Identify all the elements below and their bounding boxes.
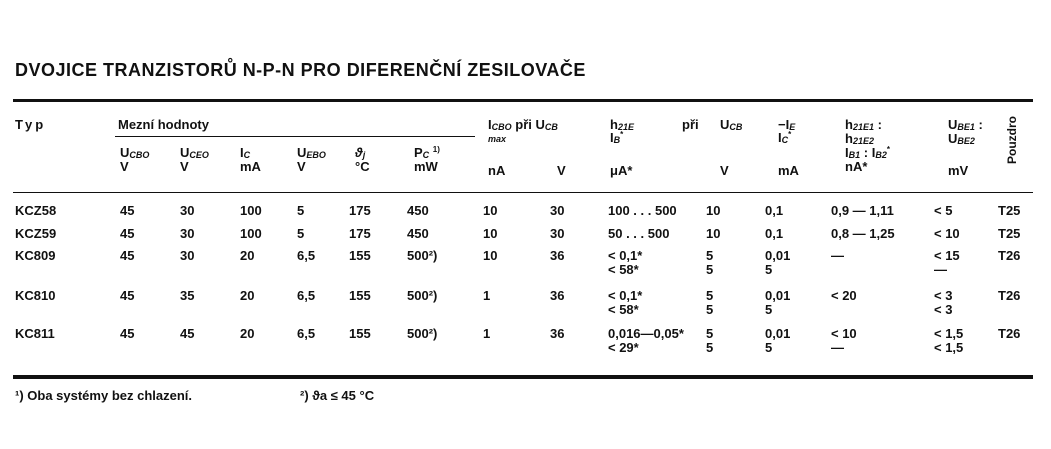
cell-pc: 500²) [407,326,438,341]
cell-uceo: 30 [180,248,195,263]
cell-ube: < 3 [934,288,953,303]
cell-pouzdro: T25 [998,203,1021,218]
cell-ic: 100 [240,226,262,241]
cell-ratio: < 10 [831,326,857,341]
header-ucb-unit: V [720,163,729,178]
header-icbo-v-unit: V [557,163,566,178]
cell-ucb1: 36 [550,288,565,303]
header-ic: IC [240,145,251,160]
header-ic-unit: mA [240,159,261,174]
cell-typ: KCZ59 [15,226,57,241]
cell-ucbo: 45 [120,326,135,341]
cell-ucb1: 36 [550,326,565,341]
bottom-rule [13,375,1033,379]
header-ie: −IE [778,117,796,132]
cell-uebo: 6,5 [297,288,316,303]
cell-ube-b: < 3 [934,302,953,317]
header-tj-unit: °C [355,159,370,174]
cell-pc: 500²) [407,288,438,303]
header-ucbo-unit: V [120,159,129,174]
header-pouzdro: Pouzdro [1005,116,1019,164]
cell-h21e-b: < 29* [608,340,639,355]
mezni-underline [115,136,475,137]
footnote-2: ²) ϑa ≤ 45 °C [300,388,375,403]
cell-ratio: < 20 [831,288,857,303]
cell-uceo: 30 [180,203,195,218]
cell-ic: 20 [240,248,255,263]
cell-uebo: 6,5 [297,248,316,263]
cell-h21e: < 0,1* [608,288,643,303]
cell-ucb2: 5 [706,248,714,263]
cell-ie: 0,01 [765,326,791,341]
cell-ucbo: 45 [120,288,135,303]
cell-ube-b: < 1,5 [934,340,964,355]
cell-icbo: 1 [483,326,491,341]
cell-tj: 155 [349,248,371,263]
cell-tj: 155 [349,288,371,303]
header-uceo-unit: V [180,159,189,174]
cell-ie-b: 5 [765,262,773,277]
cell-ucb1: 30 [550,203,565,218]
cell-ucb2: 5 [706,288,714,303]
cell-tj: 175 [349,226,371,241]
cell-ic: 20 [240,326,255,341]
header-mezni-hodnoty: Mezní hodnoty [118,117,209,132]
header-ie-ic: IC* [778,130,792,145]
cell-icbo: 10 [483,226,498,241]
header-uebo: UEBO [297,145,326,160]
header-ratio-h2: h21E2 [845,131,874,146]
cell-h21e: 100 . . . 500 [608,203,677,218]
cell-uceo: 45 [180,326,195,341]
header-ratio-ib: IB1 : IB2* [845,145,890,160]
cell-h21e: < 0,1* [608,248,643,263]
cell-tj: 175 [349,203,371,218]
header-ratio-unit: nA* [845,159,868,174]
cell-ie: 0,01 [765,288,791,303]
cell-pc: 450 [407,203,429,218]
cell-ucbo: 45 [120,203,135,218]
cell-ratio-b: — [831,340,844,355]
header-tj: ϑj [355,145,366,160]
cell-ie: 0,1 [765,226,784,241]
cell-h21e: 0,016—0,05* [608,326,684,341]
cell-ratio: 0,9 — 1,11 [831,203,894,218]
header-ratio-h1: h21E1 : [845,117,882,132]
header-uebo-unit: V [297,159,306,174]
cell-ube: < 1,5 [934,326,964,341]
cell-h21e-b: < 58* [608,302,639,317]
cell-typ: KC810 [15,288,56,303]
cell-icbo: 1 [483,288,491,303]
table-title: DVOJICE TRANZISTORŮ N-P-N PRO DIFERENČNÍ ZESILOVAČE [15,60,586,80]
header-ucb: UCB [720,117,743,132]
cell-ucb2-b: 5 [706,262,714,277]
cell-ie: 0,01 [765,248,791,263]
header-icbo-max: max [488,134,507,144]
cell-uceo: 35 [180,288,195,303]
footnote-1: ¹) Oba systémy bez chlazení. [15,388,193,403]
cell-pouzdro: T26 [998,248,1021,263]
cell-ie-b: 5 [765,340,773,355]
cell-uceo: 30 [180,226,195,241]
cell-ucb2-b: 5 [706,302,714,317]
header-h21e: h21E [610,117,634,132]
cell-ucbo: 45 [120,248,135,263]
header-ube-unit: mV [948,163,969,178]
header-icbo: ICBO při UCB [488,117,558,132]
cell-typ: KCZ58 [15,203,57,218]
header-h21e-pri: při [682,117,699,132]
cell-ube: < 15 [934,248,960,263]
cell-ucb1: 36 [550,248,565,263]
cell-uebo: 6,5 [297,326,316,341]
cell-ucbo: 45 [120,226,135,241]
header-pc-unit: mW [414,159,438,174]
cell-icbo: 10 [483,248,498,263]
header-ube1: UBE1 : [948,117,983,132]
cell-uebo: 5 [297,226,305,241]
header-pc: PC $^{1)}$ [414,145,440,160]
header-h21e-unit: μA* [610,163,633,178]
cell-ie-b: 5 [765,302,773,317]
cell-ucb2: 10 [706,226,721,241]
cell-pouzdro: T25 [998,226,1021,241]
header-ucbo: UCBO [120,145,150,160]
cell-tj: 155 [349,326,371,341]
top-rule [13,99,1033,102]
cell-ucb2: 10 [706,203,721,218]
header-ie-unit: mA [778,163,799,178]
cell-ucb2: 5 [706,326,714,341]
cell-pc: 500²) [407,248,438,263]
cell-ucb1: 30 [550,226,565,241]
cell-ube: < 5 [934,203,953,218]
cell-pouzdro: T26 [998,288,1021,303]
cell-h21e: 50 . . . 500 [608,226,670,241]
cell-typ: KC809 [15,248,56,263]
cell-pouzdro: T26 [998,326,1021,341]
header-h21e-ib: IB* [610,130,624,145]
cell-icbo: 10 [483,203,498,218]
cell-ube: < 10 [934,226,960,241]
header-rule [13,192,1033,193]
cell-typ: KC811 [15,326,55,341]
cell-ucb2-b: 5 [706,340,714,355]
cell-ie: 0,1 [765,203,784,218]
cell-ratio: 0,8 — 1,25 [831,226,895,241]
cell-ube-b: — [934,262,947,277]
cell-ic: 100 [240,203,262,218]
header-typ: Typ [15,117,47,132]
header-uceo: UCEO [180,145,209,160]
cell-ic: 20 [240,288,255,303]
cell-ratio: — [831,248,844,263]
header-icbo-unit: nA [488,163,506,178]
cell-pc: 450 [407,226,429,241]
cell-h21e-b: < 58* [608,262,639,277]
header-ube2: UBE2 [948,131,975,146]
cell-uebo: 5 [297,203,305,218]
